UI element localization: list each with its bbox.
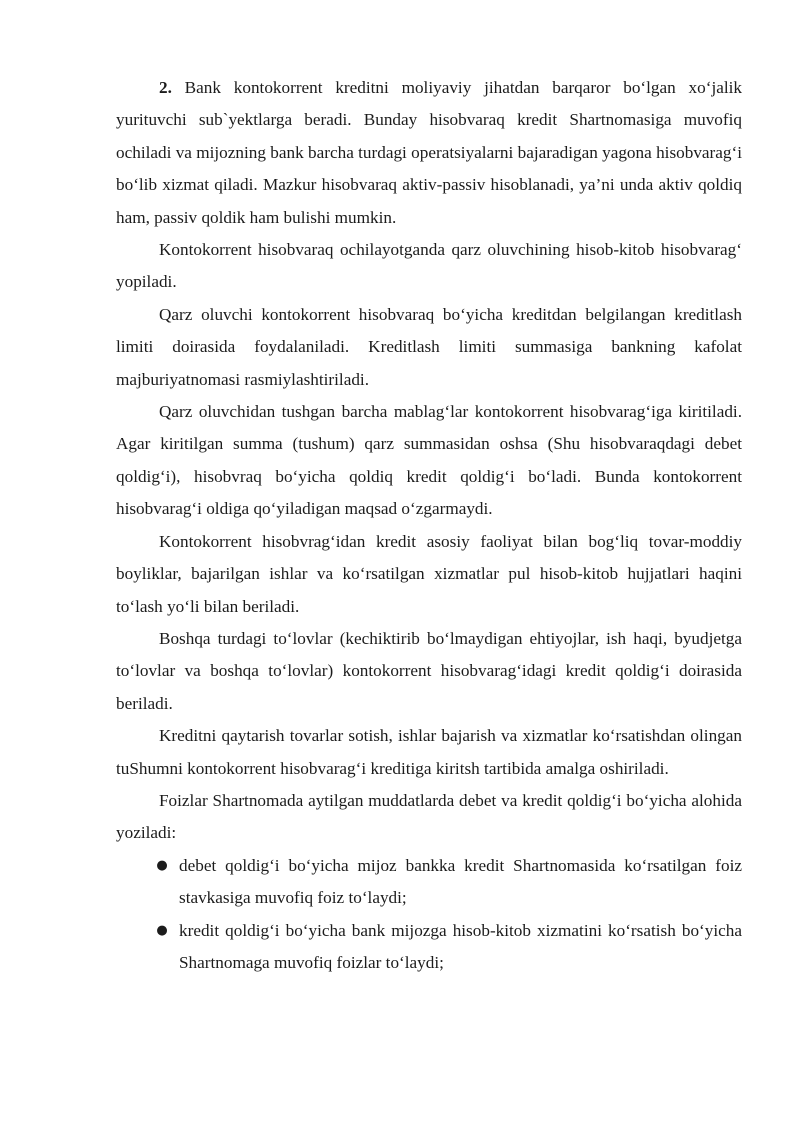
bullet-icon: ● [156, 922, 168, 938]
bullet-icon: ● [156, 857, 168, 873]
paragraph-4: Qarz oluvchidan tushgan barcha mablag‘lar kontokorrent hisobvarag‘iga kiritiladi. Agar kiritilgan summa (tushum) qarz summasidan oshsa (Shu hisobvaraqdagi debet qoldig‘i), hisobvraq bo‘yicha qoldiq kredit qoldig‘i bo‘ladi. Bunda kontokorrent hisobvarag‘i oldiga qo‘yiladigan maqsad o‘zgarmaydi. [116, 402, 742, 519]
bullet-list [116, 850, 742, 980]
paragraph-5: Kontokorrent hisobvrag‘idan kredit asosiy faoliyat bilan bog‘liq tovar-moddiy boyliklar, bajarilgan ishlar va ko‘rsatilgan xizmatlar pul hisob-kitob hujjatlari haqini to‘lash yo‘li bilan beriladi. [116, 531, 742, 616]
list-item [116, 850, 742, 915]
paragraph-7: Kreditni qaytarish tovarlar sotish, ishlar bajarish va xizmatlar ko‘rsatishdan olingan tuShumni kontokorrent hisobvarag‘i kreditiga kiritsh tartibida amalga oshiriladi. [116, 726, 742, 778]
paragraph-8: Foizlar Shartnomada aytilgan muddatlarda debet va kredit qoldig‘i bo‘yicha alohida yoziladi: [116, 790, 742, 843]
paragraph-1 [116, 72, 742, 234]
paragraph-1-text: Bank kontokorrent kreditni moliyaviy jihatdan barqaror bo‘lgan xo‘jalik yurituvchi sub`yektlarga beradi. Bunday hisobvaraq kredit Shartnomasiga muvofiq ochiladi va mijozning bank barcha turdagi operatsiyalarni bajaradigan yagona hisobvarag‘i bo‘lib xizmat qiladi. Mazkur hisobvaraq aktiv-passiv hisoblanadi, ya’ni unda aktiv qoldiq ham, passiv qoldik ham bulishi mumkin. [116, 78, 742, 227]
paragraph-6: Boshqa turdagi to‘lovlar (kechiktirib bo‘lmaydigan ehtiyojlar, ish haqi, byudjetga to‘lovlar va boshqa to‘lovlar) kontokorrent hisobvarag‘idagi kredit qoldig‘i doirasida beriladi. [116, 628, 742, 713]
list-item-text: debet qoldig‘i bo‘yicha mijoz bankka kredit Shartnomasida ko‘rsatilgan foiz stavkasiga muvofiq foiz to‘laydi; [179, 855, 742, 908]
list-item-text: kredit qoldig‘i bo‘yicha bank mijozga hisob-kitob xizmatini ko‘rsatish bo‘yicha Shartnomaga muvofiq foizlar to‘laydi; [179, 920, 742, 972]
paragraph-3: Qarz oluvchi kontokorrent hisobvaraq bo‘yicha kreditdan belgilangan kreditlash limiti doirasida foydalaniladi. Kreditlash limiti summasiga bankning kafolat majburiyatnomasi rasmiylashtiriladi. [116, 304, 742, 389]
list-item [116, 915, 742, 980]
paragraph-number: 2. [159, 78, 172, 97]
paragraph-2: Kontokorrent hisobvaraq ochilayotganda qarz oluvchining hisob-kitob hisobvarag‘ yopiladi. [116, 240, 742, 292]
document-body [116, 72, 742, 979]
